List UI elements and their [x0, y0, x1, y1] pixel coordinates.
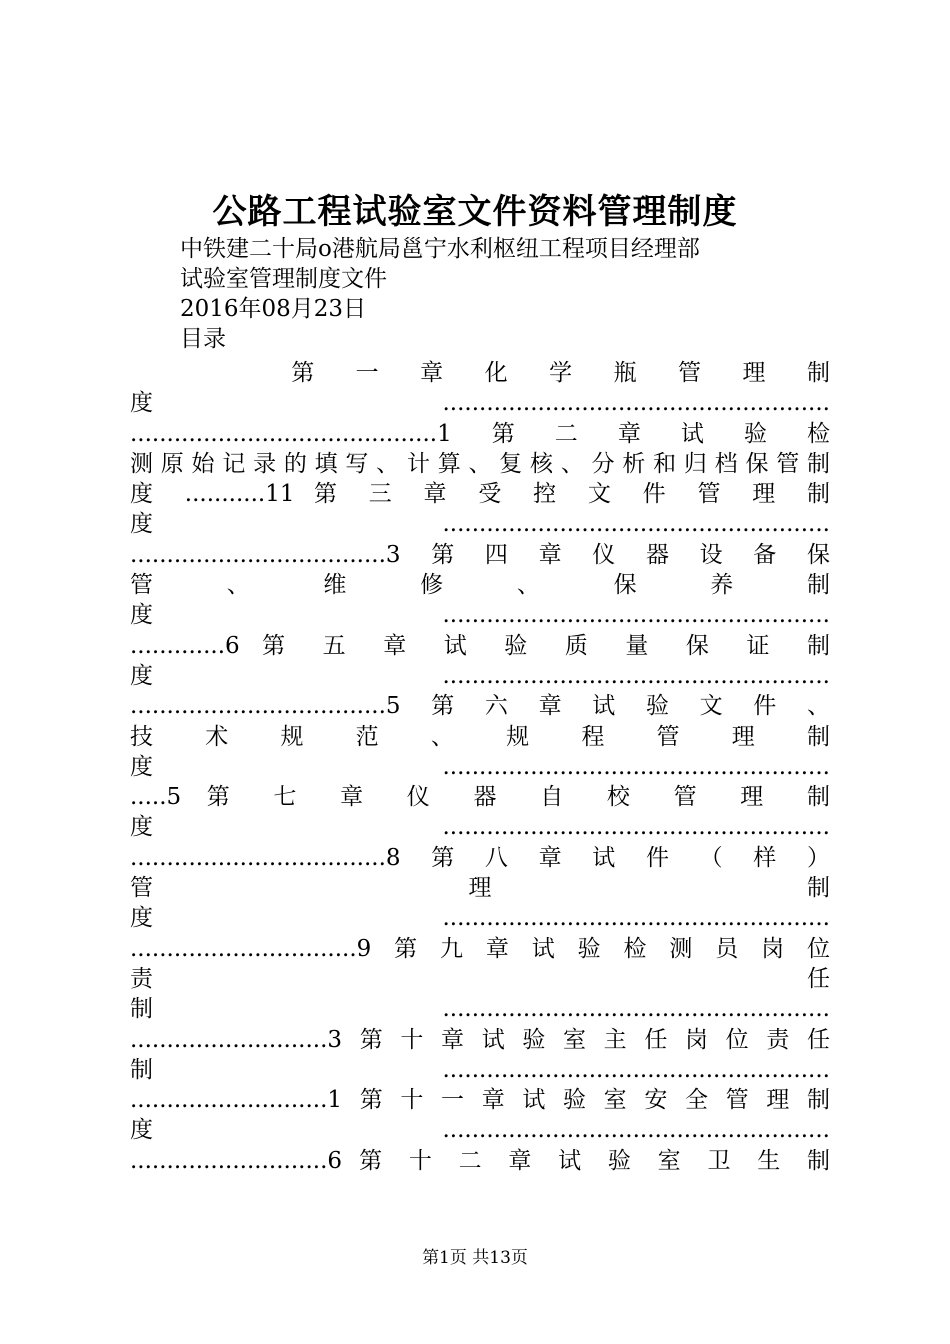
toc-line: ...........................3第十章试验室主任岗位责任	[130, 1026, 830, 1053]
date-line: 2016年08月23日	[180, 296, 367, 322]
toc-line: 度.....................................................	[130, 511, 830, 538]
toc-line: ...............................9第九章试验检测员岗位	[130, 935, 830, 962]
toc-line: 度.....................................................	[130, 753, 830, 780]
toc-line: 度.....................................................	[130, 814, 830, 841]
toc-line: .....5 第 七 章 仪 器 自 校 管 理 制	[130, 784, 830, 811]
toc-line: 度.....................................................	[130, 602, 830, 629]
toc-line: 制.....................................................	[130, 1056, 830, 1083]
toc-line: 责 任	[130, 965, 830, 992]
page-footer: 第1页 共13页	[422, 1248, 528, 1268]
toc-line: 度.....................................................	[130, 662, 830, 689]
toc-line: ..........................................1第二章试验检	[130, 420, 830, 447]
toc-line: .............6 第 五 章 试 验 质 量 保 证 制	[130, 632, 830, 659]
toc-line: 管 理 制	[130, 875, 830, 902]
toc-line: 管 、 维 修 、 保 养 制	[130, 572, 830, 599]
toc-line: ...................................5第六章试验文件、	[130, 693, 830, 720]
document-title: 公路工程试验室文件资料管理制度	[212, 192, 738, 232]
toc-line: 第 一 章 化 学 瓶 管 理 制	[130, 360, 830, 386]
toc-line: 度.....................................................	[130, 1117, 830, 1144]
toc-line: 制.....................................................	[130, 996, 830, 1023]
toc-line: ...................................3第四章仪器设备保	[130, 541, 830, 568]
toc-line: ...........................1第十一章试验室安全管理制	[130, 1087, 830, 1114]
subtitle-line: 试验室管理制度文件	[180, 266, 387, 292]
organization-line: 中铁建二十局o港航局邕宁水利枢纽工程项目经理部	[180, 236, 700, 262]
document-meta	[180, 234, 700, 354]
toc-line: 度.....................................................	[130, 905, 830, 932]
table-of-contents	[130, 358, 830, 1176]
toc-line: ...................................8第八章试件（样）	[130, 844, 830, 871]
toc-line: ...........................6 第 十 二 章 试 验 室 卫 生 制	[130, 1147, 830, 1174]
toc-heading: 目录	[180, 326, 226, 352]
toc-line: 度 ...........11 第 三 章 受 控 文 件 管 理 制	[130, 481, 830, 508]
toc-line: 技 术 规 范 、 规 程 管 理 制	[130, 723, 830, 750]
toc-line: 度.....................................................	[130, 390, 830, 417]
toc-line: 测原始记录的填写、计算、复核、分析和归档保管制	[130, 450, 830, 477]
